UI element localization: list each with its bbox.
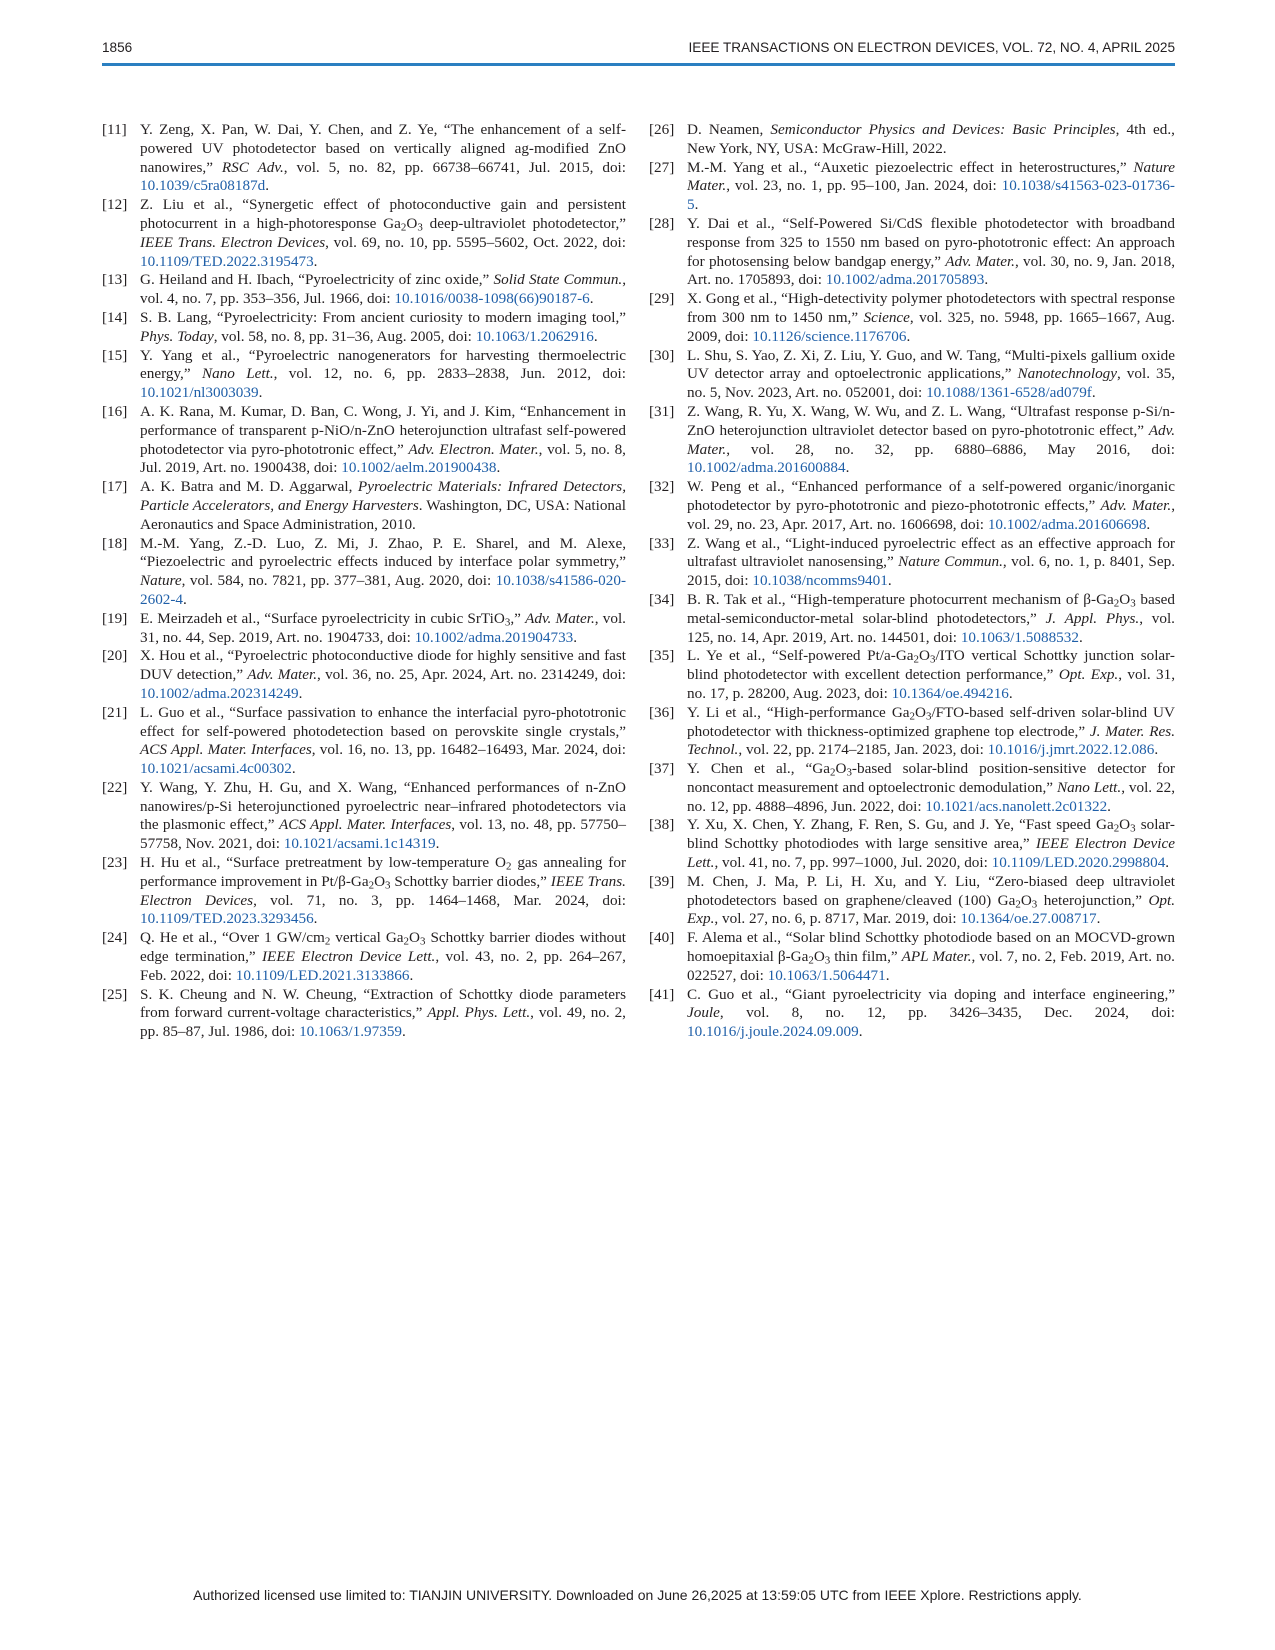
reference-item: [102, 347, 626, 403]
page-header: [102, 38, 1175, 60]
reference-item: [649, 535, 1175, 591]
reference-end-punct: .: [1096, 910, 1101, 928]
reference-item: [649, 816, 1175, 872]
reference-details: , vol. 69, no. 10, pp. 5595–5602, Oct. 2022, doi:: [325, 233, 626, 251]
reference-end-punct: .: [402, 1023, 406, 1041]
reference-venue: Joule: [687, 1004, 720, 1022]
reference-end-punct: .: [1078, 628, 1083, 646]
reference-item: [102, 403, 626, 478]
reference-venue: Semiconductor Physics and Devices: Basic Principles: [770, 121, 1116, 138]
reference-number: [24]: [102, 929, 128, 947]
reference-authors-title: A. K. Rana, M. Kumar, D. Ban, C. Wong, J. Yi, and J. Kim, “Enhancement in performance of transparent p-NiO/n-ZnO heterojunction ultrafast self-powered photodetector via pyro-phototronic effect,”: [140, 402, 626, 458]
reference-venue: Phys. Today: [140, 327, 214, 345]
reference-number: [26]: [649, 121, 675, 138]
reference-venue: IEEE Trans. Electron Devices: [140, 872, 626, 909]
reference-venue: Nature Commun.: [898, 553, 1003, 571]
reference-details: , 4th ed., New York, NY, USA: McGraw-Hill, 2022.: [687, 121, 1175, 157]
reference-end-punct: .: [435, 835, 440, 853]
reference-authors-title: G. Heiland and H. Ibach, “Pyroelectricity of zinc oxide,”: [140, 271, 494, 289]
reference-venue: J. Appl. Phys.: [1045, 609, 1140, 627]
reference-number: [21]: [102, 703, 128, 721]
reference-end-punct: .: [589, 290, 594, 308]
reference-venue: APL Mater.: [901, 948, 972, 966]
reference-number: [20]: [102, 647, 128, 665]
reference-number: [29]: [649, 290, 675, 308]
reference-venue: IEEE Electron Device Lett.: [687, 835, 1175, 872]
reference-number: [39]: [649, 872, 675, 890]
reference-item: [649, 647, 1175, 703]
reference-item: [102, 196, 626, 271]
reference-venue: Solid State Commun.: [493, 271, 623, 289]
reference-details: , vol. 22, pp. 2174–2185, Jan. 2023, doi:: [738, 741, 988, 759]
reference-end-punct: .: [1146, 515, 1151, 533]
reference-item: [649, 478, 1175, 534]
doi-link[interactable]: 10.1021/nl3003039: [140, 384, 259, 402]
reference-venue: ACS Appl. Mater. Interfaces: [278, 816, 452, 834]
reference-item: [649, 760, 1175, 816]
reference-item: [649, 215, 1175, 290]
page-number: 1856: [102, 40, 133, 55]
reference-authors-title: X. Hou et al., “Pyroelectric photoconductive diode for highly sensitive and fast DUV detection,”: [140, 647, 626, 684]
reference-item: [102, 121, 626, 196]
doi-link[interactable]: 10.1002/adma.201606698: [987, 515, 1147, 533]
reference-venue: Nature: [140, 572, 182, 590]
doi-link[interactable]: 10.1038/s41586-020-2602-4: [140, 572, 626, 608]
reference-end-punct: .: [887, 572, 892, 590]
doi-link[interactable]: 10.1002/adma.202314249: [140, 684, 299, 702]
reference-details: , vol. 28, no. 32, pp. 6880–6886, May 2016, doi:: [726, 440, 1175, 458]
reference-authors-title: M. Chen, J. Ma, P. Li, H. Xu, and Y. Liu, “Zero-biased deep ultraviolet photodetectors based on graphene/cleaved (100) $Ga_2O_3$ heterojunction,”: [687, 872, 1175, 911]
reference-details: , vol. 6, no. 1, p. 8401, Sep. 2015, doi:: [687, 553, 1175, 590]
reference-authors-title: L. Guo et al., “Surface passivation to enhance the interfacial pyro-phototronic effect for self-powered photodetection based on perovskite single crystals,”: [140, 703, 626, 740]
reference-authors-title: Y. Chen et al., “$Ga_2O_3$-based solar-blind position-sensitive detector for noncontact measurement and optoelectronic demodulation,”: [687, 760, 1175, 796]
reference-item: [649, 290, 1175, 346]
reference-number: [16]: [102, 402, 128, 420]
doi-link[interactable]: 10.1364/oe.494216: [891, 684, 1009, 702]
reference-authors-title: B. R. Tak et al., “High-temperature photocurrent mechanism of $\beta-Ga_2O_3$ based metal-semiconductor-metal solar-blind photodetectors,”: [687, 590, 1175, 627]
doi-link[interactable]: 10.1021/acs.nanolett.2c01322: [925, 797, 1108, 815]
reference-venue: Nature Mater.: [687, 158, 1175, 195]
reference-authors-title: Y. Yang et al., “Pyroelectric nanogenerators for harvesting thermoelectric energy,”: [140, 346, 626, 383]
reference-venue: Nano Lett.: [201, 365, 274, 383]
reference-end-punct: .: [1107, 797, 1111, 815]
reference-venue: Adv. Mater.: [1100, 496, 1172, 514]
reference-number: [13]: [102, 271, 128, 289]
reference-item: [102, 610, 626, 648]
reference-end-punct: .: [409, 966, 414, 984]
reference-venue: RSC Adv.: [221, 158, 284, 176]
reference-end-punct: .: [258, 384, 263, 402]
reference-venue: Nano Lett.: [1056, 778, 1122, 796]
reference-number: [34]: [649, 590, 675, 608]
reference-details: , vol. 13, no. 48, pp. 57750–57758, Nov. 2021, doi:: [140, 816, 626, 853]
reference-end-punct: .: [906, 327, 911, 345]
reference-authors-title: Y. Dai et al., “Self-Powered Si/CdS flexible photodetector with broadband response from 325 to 1550 nm based on pyro-phototronic effect: An approach for photosensing below bandgap energy,”: [687, 214, 1175, 270]
reference-authors-title: C. Guo et al., “Giant pyroelectricity via doping and interface engineering,”: [687, 985, 1175, 1003]
reference-number: [14]: [102, 308, 128, 326]
doi-link[interactable]: 10.1063/1.2062916: [475, 327, 594, 345]
reference-details: , vol. 31, no. 44, Sep. 2019, Art. no. 1904733, doi:: [140, 609, 626, 646]
reference-authors-title: Z. Wang, R. Yu, X. Wang, W. Wu, and Z. L. Wang, “Ultrafast response p-Si/n-ZnO heterojunction ultraviolet detector based on pyro-phototronic effect,”: [687, 402, 1175, 439]
reference-authors-title: Y. Li et al., “High-performance $Ga_2O_3/FTO$-based self-driven solar-blind UV photodetector with thickness-optimized graphene top electrode,”: [687, 703, 1175, 740]
reference-venue: ACS Appl. Mater. Interfaces: [140, 741, 312, 759]
reference-end-punct: .: [1165, 854, 1170, 872]
reference-item: [102, 704, 626, 779]
reference-item: [102, 478, 626, 534]
reference-venue: Adv. Mater.: [525, 609, 595, 627]
reference-venue: Pyroelectric Materials: Infrared Detectors, Particle Accelerators, and Energy Harvesters: [140, 478, 626, 514]
reference-authors-title: E. Meirzadeh et al., “Surface pyroelectricity in cubic SrTiO$_3$,”: [140, 609, 526, 629]
reference-authors-title: F. Alema et al., “Solar blind Schottky photodiode based on an MOCVD-grown homoepitaxial $\beta-Ga_2O_3$ thin film,”: [687, 929, 1175, 967]
doi-link[interactable]: 10.1364/oe.27.008717: [960, 910, 1097, 928]
reference-details: , vol. 7, no. 2, Feb. 2019, Art. no. 022527, doi:: [687, 948, 1175, 984]
reference-end-punct: .: [573, 628, 578, 646]
doi-link[interactable]: 10.1016/0038-1098(66)90187-6: [394, 290, 590, 308]
license-footer: Authorized licensed use limited to: TIANJIN UNIVERSITY. Downloaded on June 26,2025 at 13:59:05 UTC from IEEE Xplore. Restrictions apply.: [193, 1587, 1082, 1603]
reference-authors-title: A. K. Batra and M. D. Aggarwal,: [140, 478, 358, 496]
doi-link[interactable]: 10.1002/adma.201600884: [687, 459, 846, 477]
reference-authors-title: Q. He et al., “Over 1 $GW/cm_2$ vertical $Ga_2O_3$ Schottky barrier diodes without edge termination,”: [140, 929, 627, 966]
reference-authors-title: M.-M. Yang, Z.-D. Luo, Z. Mi, J. Zhao, P. E. Sharel, and M. Alexe, “Piezoelectric and pyroelectric effects induced by interface polar symmetry,”: [140, 534, 626, 571]
reference-details: , vol. 35, no. 5, Nov. 2023, Art. no. 052001, doi:: [687, 365, 1175, 402]
reference-details: , vol. 12, no. 6, pp. 2833–2838, Jun. 2012, doi:: [273, 365, 626, 383]
reference-authors-title: S. K. Cheung and N. W. Cheung, “Extraction of Schottky diode parameters from forward current-voltage characteristics,”: [140, 985, 626, 1022]
reference-item: [102, 986, 626, 1042]
reference-number: [31]: [649, 402, 675, 420]
reference-details: , vol. 22, no. 12, pp. 4888–4896, Jun. 2022, doi:: [687, 778, 1175, 815]
reference-item: [102, 929, 626, 985]
reference-details: , vol. 71, no. 3, pp. 1464–1468, Mar. 2024, doi:: [253, 891, 626, 909]
reference-item: [102, 271, 626, 309]
reference-number: [41]: [649, 985, 675, 1003]
reference-details: , vol. 30, no. 9, Jan. 2018, Art. no. 1705893, doi:: [687, 252, 1175, 289]
reference-venue: IEEE Trans. Electron Devices: [140, 233, 326, 251]
reference-number: [35]: [649, 647, 675, 665]
reference-details: , vol. 125, no. 14, Apr. 2019, Art. no. 144501, doi:: [687, 609, 1175, 646]
reference-end-punct: .: [1008, 684, 1013, 702]
reference-item: [649, 347, 1175, 403]
reference-venue: Opt. Exp.: [687, 891, 1176, 928]
reference-item: [102, 309, 626, 347]
reference-number: [11]: [102, 121, 127, 138]
reference-item: [649, 873, 1175, 929]
reference-venue: Appl. Phys. Lett.: [427, 1004, 531, 1022]
reference-details: , vol. 43, no. 2, pp. 264–267, Feb. 2022, doi:: [140, 948, 626, 984]
references-left-column: [102, 121, 626, 1042]
reference-details: , vol. 4, no. 7, pp. 353–356, Jul. 1966, doi:: [140, 271, 627, 308]
doi-link[interactable]: 10.1021/acsami.1c14319: [283, 835, 436, 853]
doi-link[interactable]: 10.1063/1.5088532: [960, 628, 1079, 646]
reference-number: [15]: [102, 346, 128, 364]
doi-link[interactable]: 10.1039/c5ra08187d: [140, 177, 266, 195]
reference-number: [27]: [649, 158, 675, 176]
reference-venue: Opt. Exp.: [1058, 666, 1119, 684]
reference-end-punct: .: [265, 177, 270, 195]
doi-link[interactable]: 10.1016/j.jmrt.2022.12.086: [987, 741, 1155, 759]
reference-number: [25]: [102, 985, 128, 1003]
reference-venue: Science: [863, 308, 910, 326]
doi-link[interactable]: 10.1038/ncomms9401: [752, 572, 888, 590]
reference-end-punct: .: [984, 271, 989, 289]
reference-authors-title: L. Ye et al., “Self-powered $Pt/a-Ga_2O_3$/ITO vertical Schottky junction solar-blind photodetector with excellent detection performance,”: [687, 647, 1175, 684]
doi-link[interactable]: 10.1002/adma.201705893: [825, 271, 985, 289]
reference-item: [102, 854, 626, 929]
reference-authors-title: L. Shu, S. Yao, Z. Xi, Z. Liu, Y. Guo, and W. Tang, “Multi-pixels gallium oxide UV detector array and optoelectronic applications,”: [687, 346, 1175, 383]
doi-link[interactable]: 10.1002/adma.201904733: [414, 628, 574, 646]
reference-end-punct: .: [291, 760, 296, 778]
reference-details: , vol. 5, no. 8, Jul. 2019, Art. no. 1900438, doi:: [140, 440, 626, 477]
reference-number: [12]: [102, 196, 128, 214]
reference-end-punct: .: [313, 910, 318, 928]
reference-details: , vol. 36, no. 25, Apr. 2024, Art. no. 2314249, doi:: [317, 666, 626, 684]
reference-item: [649, 121, 1175, 159]
reference-end-punct: .: [1091, 384, 1096, 402]
reference-end-punct: .: [885, 966, 890, 984]
references-right-column: [649, 121, 1175, 1042]
reference-number: [17]: [102, 478, 128, 496]
reference-venue: Adv. Mater.: [247, 666, 318, 684]
reference-details: , vol. 58, no. 8, pp. 31–36, Aug. 2005, doi:: [213, 327, 476, 345]
doi-link[interactable]: 10.1063/1.97359: [299, 1023, 403, 1041]
reference-end-punct: .: [183, 590, 187, 608]
reference-item: [649, 403, 1175, 478]
reference-end-punct: .: [593, 327, 598, 345]
reference-authors-title: W. Peng et al., “Enhanced performance of a self-powered organic/inorganic photodetector by pyro-phototronic and piezo-phototronic effects,”: [687, 478, 1175, 514]
reference-authors-title: X. Gong et al., “High-detectivity polymer photodetectors with spectral response from 300 nm to 1450 nm,”: [687, 290, 1175, 326]
reference-number: [38]: [649, 816, 675, 834]
reference-authors-title: Y. Wang, Y. Zhu, H. Gu, and X. Wang, “Enhanced performances of n-ZnO nanowires/p-Si heterojunctioned pyroelectric near–infrared photodetectors via the plasmonic effect,”: [140, 778, 626, 834]
reference-item: [649, 929, 1175, 985]
reference-number: [32]: [649, 478, 675, 496]
doi-link[interactable]: 10.1016/j.joule.2024.09.009: [687, 1023, 859, 1041]
reference-authors-title: Y. Xu, X. Chen, Y. Zhang, F. Ren, S. Gu, and J. Ye, “Fast speed $Ga_2O_3$ solar-blind Schottky photodiodes with large sensitive area,”: [687, 816, 1175, 853]
reference-authors-title: Z. Wang et al., “Light-induced pyroelectric effect as an effective approach for ultrafast ultraviolet nanosensing,”: [687, 534, 1175, 571]
reference-item: [102, 535, 626, 610]
reference-item: [102, 647, 626, 703]
reference-number: [19]: [102, 609, 128, 627]
reference-details: , vol. 31, no. 17, p. 28200, Aug. 2023, doi:: [687, 666, 1175, 702]
reference-details: , vol. 325, no. 5948, pp. 1665–1667, Aug. 2009, doi:: [687, 308, 1176, 345]
reference-number: [36]: [649, 703, 675, 721]
reference-number: [23]: [102, 854, 128, 872]
reference-number: [28]: [649, 214, 675, 232]
reference-number: [40]: [649, 929, 675, 947]
reference-details: , vol. 23, no. 1, pp. 95–100, Jan. 2024, doi:: [726, 177, 1002, 195]
reference-authors-title: Y. Zeng, X. Pan, W. Dai, Y. Chen, and Z. Ye, “The enhancement of a self-powered UV photodetector based on vertically aligned ag-modified ZnO nanowires,”: [140, 121, 626, 176]
doi-link[interactable]: 10.1109/TED.2023.3293456: [140, 910, 314, 928]
reference-details: , vol. 27, no. 6, p. 8717, Mar. 2019, doi:: [714, 910, 961, 928]
doi-link[interactable]: 10.1088/1361-6528/ad079f: [926, 384, 1092, 402]
reference-number: [37]: [649, 760, 675, 778]
reference-details: , vol. 5, no. 82, pp. 66738–66741, Jul. 2015, doi:: [283, 158, 626, 176]
reference-details: , vol. 49, no. 2, pp. 85–87, Jul. 1986, doi:: [140, 1004, 626, 1041]
doi-link[interactable]: 10.1002/aelm.201900438: [341, 459, 497, 477]
reference-details: , vol. 8, no. 12, pp. 3426–3435, Dec. 2024, doi:: [719, 1004, 1175, 1022]
reference-item: [649, 986, 1175, 1042]
reference-details: , vol. 16, no. 13, pp. 16482–16493, Mar. 2024, doi:: [311, 741, 626, 759]
doi-link[interactable]: 10.1038/s41563-023-01736-5: [687, 177, 1175, 214]
reference-venue: J. Mater. Res. Technol.: [687, 722, 1175, 759]
reference-venue: Adv. Electron. Mater.: [408, 440, 539, 458]
doi-link[interactable]: 10.1109/LED.2021.3133866: [235, 966, 410, 984]
doi-link[interactable]: 10.1109/LED.2020.2998804: [991, 854, 1166, 872]
reference-venue: Nanotechnology: [1017, 365, 1118, 383]
reference-end-punct: .: [298, 684, 303, 702]
reference-venue: Adv. Mater.: [687, 421, 1175, 458]
reference-authors-title: D. Neamen,: [687, 121, 771, 138]
journal-running-title: IEEE TRANSACTIONS ON ELECTRON DEVICES, VOL. 72, NO. 4, APRIL 2025: [688, 40, 1175, 55]
reference-item: [649, 159, 1175, 215]
reference-details: , vol. 584, no. 7821, pp. 377–381, Aug. 2020, doi:: [181, 572, 496, 590]
reference-venue: IEEE Electron Device Lett.: [262, 948, 436, 966]
reference-authors-title: M.-M. Yang et al., “Auxetic piezoelectric effect in heterostructures,”: [687, 158, 1134, 176]
reference-authors-title: H. Hu et al., “Surface pretreatment by low-temperature $O_2$ gas annealing for performance improvement in $Pt/\beta-Ga_2O_3$ Schottky barrier diodes,”: [140, 854, 626, 892]
reference-number: [22]: [102, 778, 128, 796]
doi-link[interactable]: 10.1109/TED.2022.3195473: [140, 252, 314, 270]
header-rule: [102, 63, 1175, 66]
doi-link[interactable]: 10.1063/1.5064471: [767, 966, 886, 984]
reference-authors-title: Z. Liu et al., “Synergetic effect of photoconductive gain and persistent photocurrent in a high-photoresponse $Ga_2O_3$ deep-ultraviolet photodetector,”: [140, 196, 627, 234]
reference-number: [18]: [102, 534, 128, 552]
reference-end-punct: .: [313, 252, 318, 270]
reference-end-punct: .: [845, 459, 850, 477]
reference-item: [649, 591, 1175, 647]
reference-item: [649, 704, 1175, 760]
reference-number: [33]: [649, 534, 675, 552]
reference-end-punct: .: [1154, 741, 1159, 759]
doi-link[interactable]: 10.1021/acsami.4c00302: [140, 760, 292, 778]
reference-venue: Adv. Mater.: [945, 252, 1015, 270]
reference-end-punct: .: [858, 1023, 863, 1041]
reference-details: . Washington, DC, USA: National Aeronautics and Space Administration, 2010.: [140, 496, 626, 533]
reference-details: , vol. 41, no. 7, pp. 997–1000, Jul. 2020, doi:: [714, 854, 992, 872]
reference-details: , vol. 29, no. 23, Apr. 2017, Art. no. 1606698, doi:: [687, 496, 1175, 533]
reference-authors-title: S. B. Lang, “Pyroelectricity: From ancient curiosity to modern imaging tool,”: [140, 308, 626, 326]
reference-number: [30]: [649, 346, 675, 364]
reference-end-punct: .: [496, 459, 501, 477]
reference-end-punct: .: [694, 196, 699, 214]
reference-item: [102, 779, 626, 854]
doi-link[interactable]: 10.1126/science.1176706: [752, 327, 907, 345]
